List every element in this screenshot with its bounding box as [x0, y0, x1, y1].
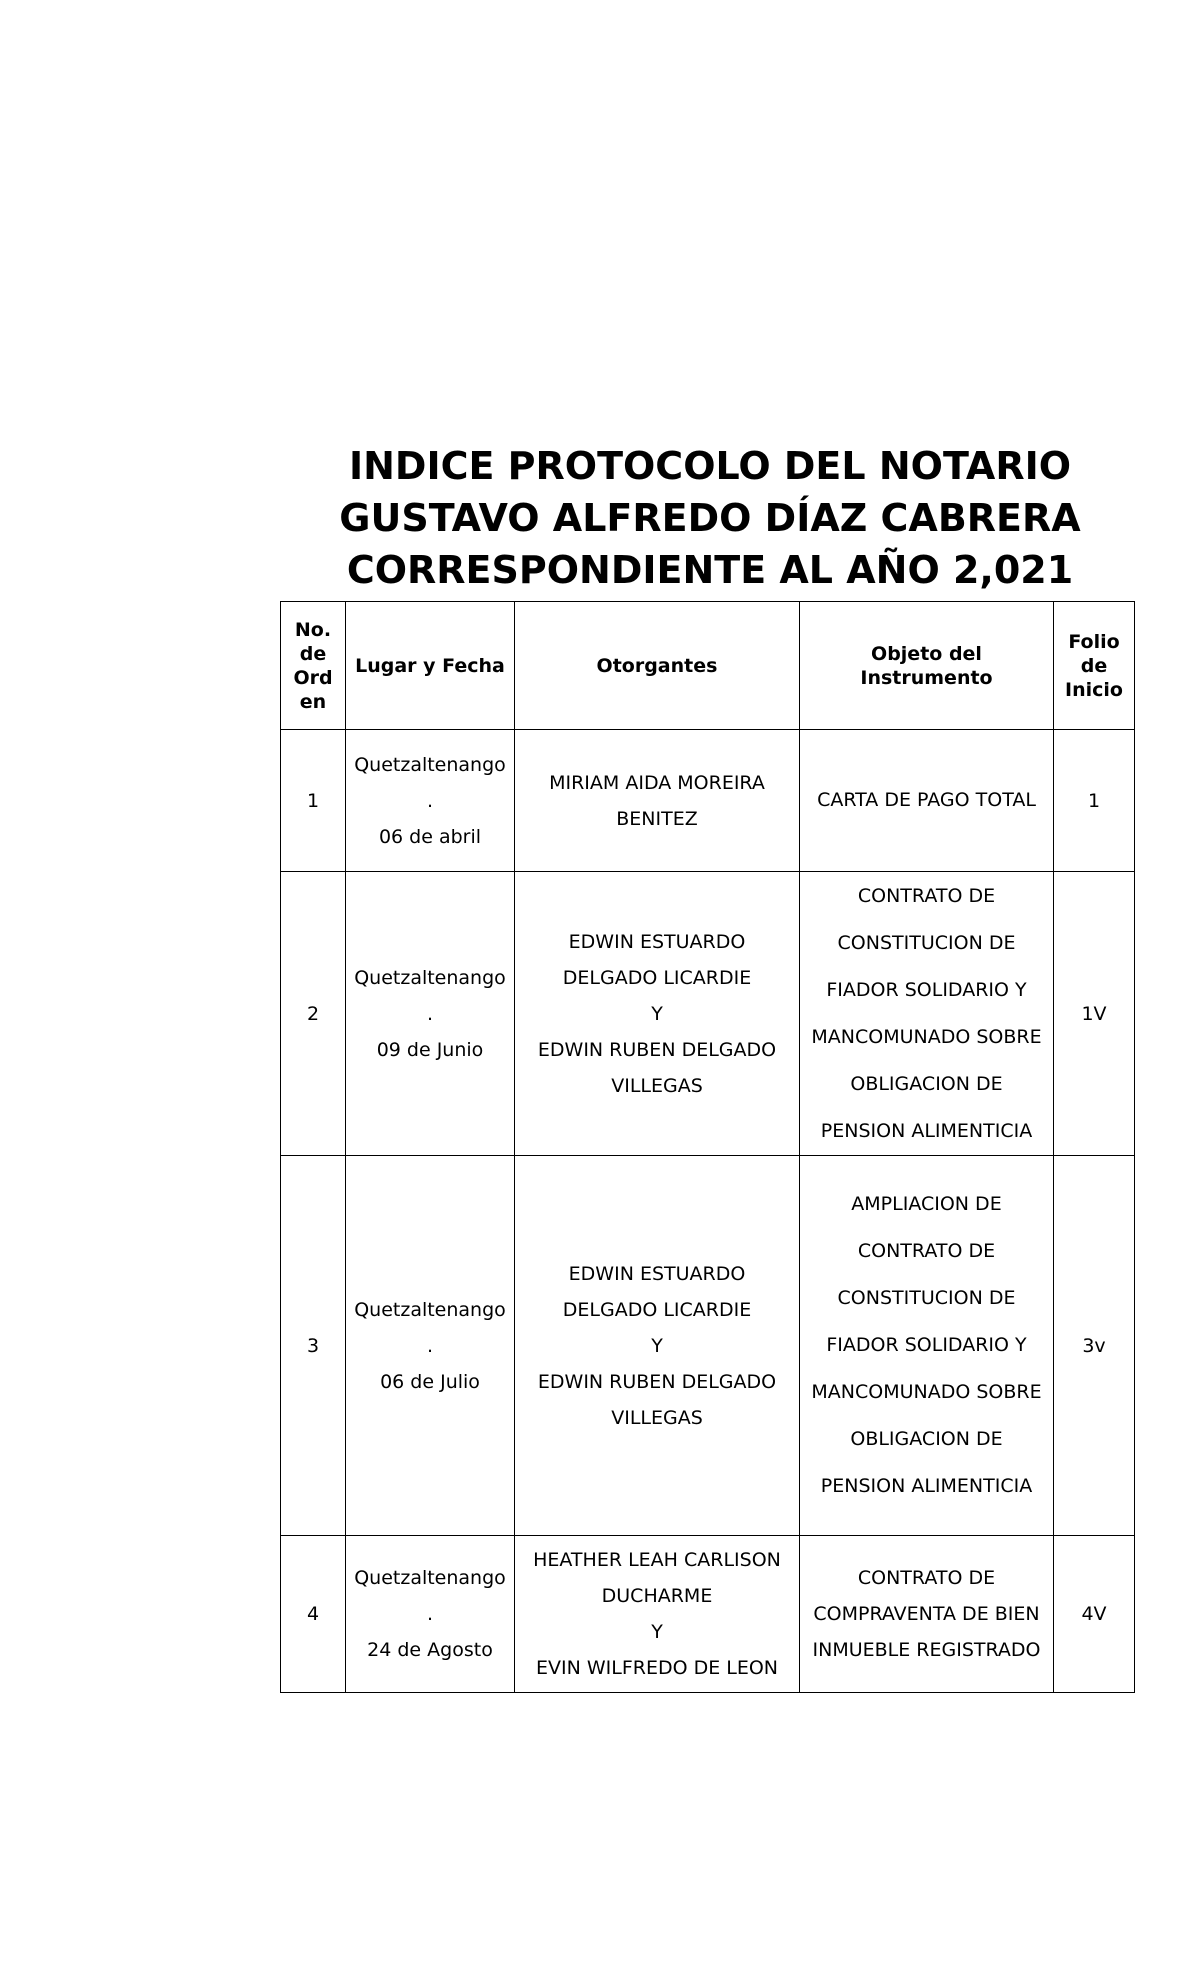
title-line-1: INDICE PROTOCOLO DEL NOTARIO	[348, 444, 1072, 488]
cell-folio: 4V	[1054, 1536, 1135, 1693]
cell-lugar-fecha: Quetzaltenango . 24 de Agosto	[346, 1536, 515, 1693]
header-objeto: Objeto del Instrumento	[800, 602, 1054, 730]
header-otorgantes: Otorgantes	[515, 602, 800, 730]
protocol-index-table	[280, 601, 1135, 1693]
header-folio: Folio de Inicio	[1054, 602, 1135, 730]
title-line-3: CORRESPONDIENTE AL AÑO 2,021	[346, 548, 1074, 592]
cell-folio: 3v	[1054, 1156, 1135, 1536]
cell-objeto: CONTRATO DE COMPRAVENTA DE BIEN INMUEBLE REGISTRADO	[800, 1536, 1054, 1693]
header-lugar-fecha: Lugar y Fecha	[346, 602, 515, 730]
cell-no: 1	[281, 730, 346, 872]
header-no-orden: No. de Ord en	[281, 602, 346, 730]
cell-otorgantes: EDWIN ESTUARDO DELGADO LICARDIE Y EDWIN RUBEN DELGADO VILLEGAS	[515, 1156, 800, 1536]
table-row	[281, 730, 1135, 872]
cell-no: 4	[281, 1536, 346, 1693]
table-row	[281, 1536, 1135, 1693]
document-title	[280, 440, 1140, 596]
table-row	[281, 1156, 1135, 1536]
table-row	[281, 872, 1135, 1156]
title-line-2: GUSTAVO ALFREDO DÍAZ CABRERA	[339, 496, 1081, 540]
cell-objeto: CONTRATO DE CONSTITUCION DE FIADOR SOLIDARIO Y MANCOMUNADO SOBRE OBLIGACION DE PENSION ALIMENTICIA	[800, 872, 1054, 1156]
cell-objeto: AMPLIACION DE CONTRATO DE CONSTITUCION DE FIADOR SOLIDARIO Y MANCOMUNADO SOBRE OBLIGACION DE PENSION ALIMENTICIA	[800, 1156, 1054, 1536]
cell-no: 2	[281, 872, 346, 1156]
cell-objeto: CARTA DE PAGO TOTAL	[800, 730, 1054, 872]
header-row	[281, 602, 1135, 730]
cell-lugar-fecha: Quetzaltenango . 06 de abril	[346, 730, 515, 872]
cell-otorgantes: HEATHER LEAH CARLISON DUCHARME Y EVIN WILFREDO DE LEON	[515, 1536, 800, 1693]
cell-otorgantes: EDWIN ESTUARDO DELGADO LICARDIE Y EDWIN RUBEN DELGADO VILLEGAS	[515, 872, 800, 1156]
cell-folio: 1V	[1054, 872, 1135, 1156]
cell-otorgantes: MIRIAM AIDA MOREIRA BENITEZ	[515, 730, 800, 872]
cell-folio: 1	[1054, 730, 1135, 872]
cell-no: 3	[281, 1156, 346, 1536]
cell-lugar-fecha: Quetzaltenango . 09 de Junio	[346, 872, 515, 1156]
cell-lugar-fecha: Quetzaltenango . 06 de Julio	[346, 1156, 515, 1536]
